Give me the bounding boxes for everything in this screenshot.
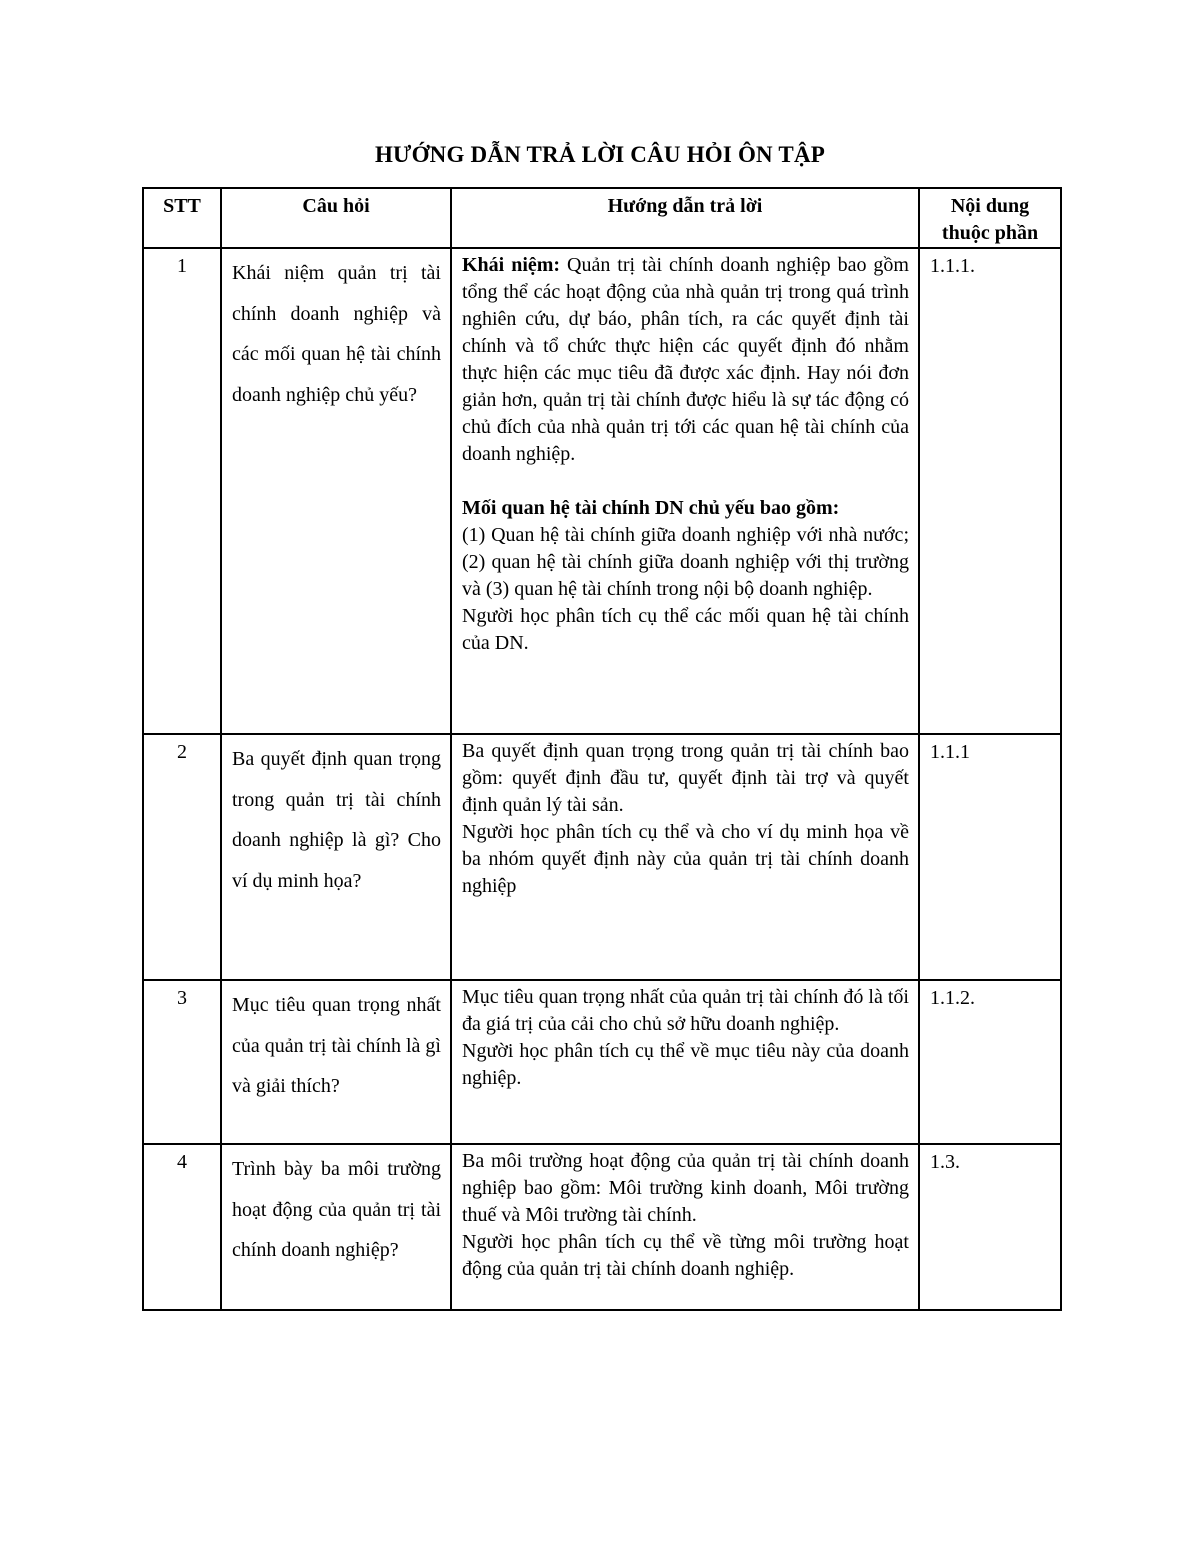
answer-paragraph: Người học phân tích cụ thể về từng môi trường hoạt động của quản trị tài chính doanh nghiệp.: [462, 1231, 909, 1280]
answer-cell: [451, 980, 919, 1144]
header-question: Câu hỏi: [221, 188, 451, 248]
question-cell: Mục tiêu quan trọng nhất của quản trị tài chính là gì và giải thích?: [221, 980, 451, 1144]
answer-paragraph: Ba quyết định quan trọng trong quản trị tài chính bao gồm: quyết định đầu tư, quyết định tài trợ và quyết định quản lý tài sản.: [462, 740, 909, 816]
answer-paragraph: Người học phân tích cụ thể về mục tiêu này của doanh nghiệp.: [462, 1040, 909, 1089]
header-section: Nội dung thuộc phần: [919, 188, 1061, 248]
question-cell: Ba quyết định quan trọng trong quản trị tài chính doanh nghiệp là gì? Cho ví dụ minh họa?: [221, 734, 451, 980]
answer-paragraph: Người học phân tích cụ thể các mối quan hệ tài chính của DN.: [462, 605, 909, 654]
answer-cell: [451, 734, 919, 980]
table-row: [143, 980, 1061, 1144]
answer-paragraph: (1) Quan hệ tài chính giữa doanh nghiệp với nhà nước; (2) quan hệ tài chính giữa doanh nghiệp với thị trường và (3) quan hệ tài chính trong nội bộ doanh nghiệp.: [462, 524, 909, 600]
question-cell: Trình bày ba môi trường hoạt động của quản trị tài chính doanh nghiệp?: [221, 1144, 451, 1310]
section-cell: 1.1.2.: [919, 980, 1061, 1144]
row-number: 3: [143, 980, 221, 1144]
table-row: [143, 1144, 1061, 1310]
answer-paragraph: Ba môi trường hoạt động của quản trị tài chính doanh nghiệp bao gồm: Môi trường kinh doanh, Môi trường thuế và Môi trường tài chính.: [462, 1150, 909, 1226]
section-cell: 1.1.1.: [919, 248, 1061, 734]
section-cell: 1.3.: [919, 1144, 1061, 1310]
table-row: [143, 248, 1061, 734]
answer-lead: Khái niệm:: [462, 254, 561, 276]
answer-heading: Mối quan hệ tài chính DN chủ yếu bao gồm:: [462, 497, 840, 519]
answer-paragraph: [462, 252, 909, 468]
table-row: [143, 734, 1061, 980]
header-answer: Hướng dẫn trả lời: [451, 188, 919, 248]
page-title: HƯỚNG DẪN TRẢ LỜI CÂU HỎI ÔN TẬP: [374, 142, 826, 167]
row-number: 1: [143, 248, 221, 734]
row-number: 4: [143, 1144, 221, 1310]
answer-paragraph: Người học phân tích cụ thể và cho ví dụ minh họa về ba nhóm quyết định này của quản trị tài chính doanh nghiệp: [462, 821, 909, 897]
header-stt: STT: [143, 188, 221, 248]
answer-cell: [451, 248, 919, 734]
review-guide-table: [142, 187, 1062, 1311]
answer-cell: [451, 1144, 919, 1310]
row-number: 2: [143, 734, 221, 980]
table-header-row: [143, 188, 1061, 248]
answer-text: Quản trị tài chính doanh nghiệp bao gồm tổng thể các hoạt động của nhà quản trị trong quá trình nghiên cứu, dự báo, phân tích, ra các quyết định tài chính và tổ chức thực hiện các quyết định đó nhằm thực hiện các mục tiêu đã được xác định. Hay nói đơn giản hơn, quản trị tài chính được hiểu là sự tác động có chủ đích của nhà quản trị tới các quan hệ tài chính của doanh nghiệp.: [462, 254, 909, 465]
question-cell: Khái niệm quản trị tài chính doanh nghiệp và các mối quan hệ tài chính doanh nghiệp chủ yếu?: [221, 248, 451, 734]
answer-paragraph: Mục tiêu quan trọng nhất của quản trị tài chính đó là tối đa giá trị của cải cho chủ sở hữu doanh nghiệp.: [462, 986, 909, 1035]
section-cell: 1.1.1: [919, 734, 1061, 980]
